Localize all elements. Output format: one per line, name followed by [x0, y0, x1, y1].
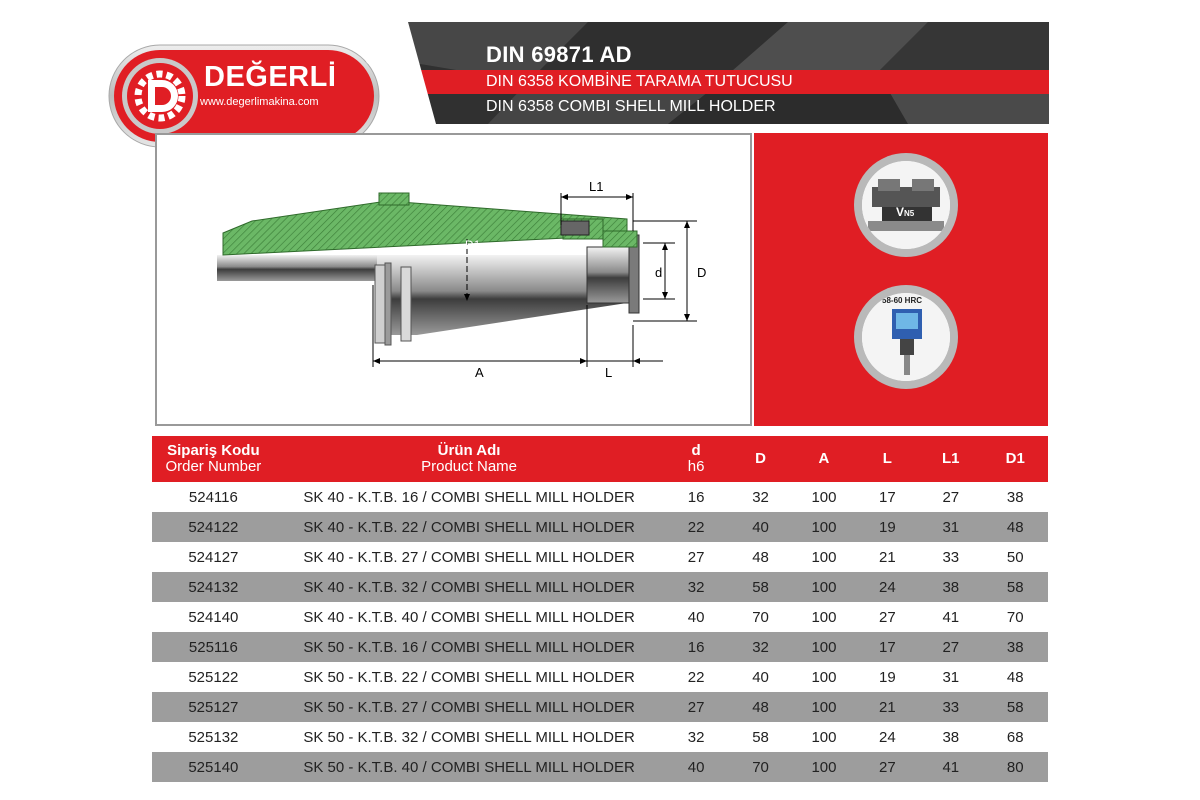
dimension-label-d: d	[655, 265, 663, 280]
table-cell: 524127	[152, 542, 275, 572]
table-cell: 524116	[152, 482, 275, 512]
column-header-main: D	[755, 450, 766, 467]
column-header-main: Sipariş Kodu	[167, 442, 260, 459]
table-cell: 100	[792, 512, 855, 542]
table-row	[152, 512, 1048, 542]
spec-table	[152, 436, 1048, 782]
table-cell: 50	[982, 542, 1048, 572]
table-cell: 70	[982, 602, 1048, 632]
dimension-label-D1: D1	[465, 238, 481, 252]
table-cell: 16	[663, 632, 728, 662]
table-cell: 100	[792, 572, 855, 602]
column-header	[663, 436, 728, 482]
table-cell: 17	[856, 632, 919, 662]
vise-label: VN5	[896, 205, 915, 219]
table-cell: 48	[729, 542, 792, 572]
column-header-main: d	[691, 442, 701, 459]
table-cell: 524140	[152, 602, 275, 632]
table-cell: 17	[856, 482, 919, 512]
table-cell: 70	[729, 752, 792, 782]
table-cell: SK 40 - K.T.B. 40 / COMBI SHELL MILL HOLDER	[275, 602, 664, 632]
column-header	[919, 436, 982, 482]
table-cell: 38	[982, 632, 1048, 662]
table-cell: 38	[919, 572, 982, 602]
column-header-main: A	[818, 450, 830, 467]
table-row	[152, 602, 1048, 632]
table-cell: 100	[792, 542, 855, 572]
table-cell: 524122	[152, 512, 275, 542]
table-cell: 48	[729, 692, 792, 722]
subtitle-turkish: DIN 6358 KOMBİNE TARAMA TUTUCUSU	[486, 73, 793, 90]
table-cell: SK 50 - K.T.B. 16 / COMBI SHELL MILL HOLDER	[275, 632, 664, 662]
table-cell: 27	[663, 542, 728, 572]
table-cell: SK 50 - K.T.B. 22 / COMBI SHELL MILL HOLDER	[275, 662, 664, 692]
table-cell: 33	[919, 542, 982, 572]
table-cell: 100	[792, 752, 855, 782]
table-header-row	[152, 436, 1048, 482]
table-cell: 525140	[152, 752, 275, 782]
hardness-tester-icon	[862, 293, 950, 381]
column-header	[152, 436, 275, 482]
table-cell: 31	[919, 662, 982, 692]
table-cell: 40	[663, 752, 728, 782]
registered-mark: ®	[366, 56, 373, 66]
vise-badge	[854, 153, 958, 257]
column-header-sub: h6	[687, 458, 705, 475]
brand-website: www.degerlimakina.com	[200, 96, 319, 108]
column-header-main: D1	[1005, 450, 1025, 467]
table-cell: SK 40 - K.T.B. 22 / COMBI SHELL MILL HOLDER	[275, 512, 664, 542]
table-cell: 80	[982, 752, 1048, 782]
table-cell: SK 50 - K.T.B. 32 / COMBI SHELL MILL HOLDER	[275, 722, 664, 752]
table-cell: 58	[982, 692, 1048, 722]
table-cell: 68	[982, 722, 1048, 752]
table-cell: 27	[856, 602, 919, 632]
brand-name: DEĞERLİ	[204, 61, 337, 93]
hardness-badge	[854, 285, 958, 389]
table-cell: 41	[919, 752, 982, 782]
column-header-sub: Product Name	[421, 458, 517, 475]
dimension-label-D: D	[697, 265, 707, 280]
holder-drawing	[157, 135, 750, 424]
table-cell: 40	[663, 602, 728, 632]
table-cell: 21	[856, 542, 919, 572]
column-header-sub: Order Number	[165, 458, 262, 475]
table-cell: 58	[729, 722, 792, 752]
table-row	[152, 632, 1048, 662]
column-header	[792, 436, 855, 482]
table-cell: 40	[729, 512, 792, 542]
table-cell: 48	[982, 662, 1048, 692]
table-cell: 32	[729, 632, 792, 662]
table-cell: 19	[856, 512, 919, 542]
table-cell: SK 50 - K.T.B. 40 / COMBI SHELL MILL HOLDER	[275, 752, 664, 782]
table-cell: 22	[663, 662, 728, 692]
table-cell: 38	[982, 482, 1048, 512]
table-cell: 100	[792, 662, 855, 692]
table-cell: 525132	[152, 722, 275, 752]
vise-sub-label: N5	[904, 209, 915, 218]
table-cell: 40	[729, 662, 792, 692]
table-cell: 27	[663, 692, 728, 722]
table-cell: 100	[792, 482, 855, 512]
table-row	[152, 572, 1048, 602]
table-cell: 100	[792, 722, 855, 752]
table-cell: 19	[856, 662, 919, 692]
table-cell: 24	[856, 572, 919, 602]
table-cell: 525116	[152, 632, 275, 662]
table-cell: 32	[663, 572, 728, 602]
header-angle-cut	[396, 22, 436, 124]
table-row	[152, 752, 1048, 782]
hardness-label: 58-60 HRC	[882, 296, 923, 305]
table-cell: 32	[663, 722, 728, 752]
table-cell: 100	[792, 602, 855, 632]
table-cell: 33	[919, 692, 982, 722]
table-cell: SK 40 - K.T.B. 32 / COMBI SHELL MILL HOLDER	[275, 572, 664, 602]
table-cell: SK 40 - K.T.B. 16 / COMBI SHELL MILL HOLDER	[275, 482, 664, 512]
column-header	[729, 436, 792, 482]
table-cell: 525122	[152, 662, 275, 692]
table-cell: 31	[919, 512, 982, 542]
table-cell: SK 40 - K.T.B. 27 / COMBI SHELL MILL HOLDER	[275, 542, 664, 572]
table-cell: 27	[919, 632, 982, 662]
table-cell: 38	[919, 722, 982, 752]
features-panel	[754, 133, 1048, 426]
table-row	[152, 542, 1048, 572]
table-cell: 525127	[152, 692, 275, 722]
table-row	[152, 692, 1048, 722]
column-header-main: Ürün Adı	[437, 442, 501, 459]
subtitle-english: DIN 6358 COMBI SHELL MILL HOLDER	[486, 98, 776, 115]
column-header	[982, 436, 1048, 482]
dimension-label-L1: L1	[589, 179, 604, 194]
column-header	[856, 436, 919, 482]
column-header-main: L	[882, 450, 892, 467]
dimension-label-A: A	[475, 365, 484, 380]
table-cell: 100	[792, 632, 855, 662]
column-header	[275, 436, 664, 482]
table-cell: 21	[856, 692, 919, 722]
table-cell: 22	[663, 512, 728, 542]
table-cell: 27	[856, 752, 919, 782]
table-cell: SK 50 - K.T.B. 27 / COMBI SHELL MILL HOLDER	[275, 692, 664, 722]
table-cell: 24	[856, 722, 919, 752]
table-row	[152, 482, 1048, 512]
page-title: DIN 69871 AD	[486, 42, 632, 67]
table-cell: 58	[729, 572, 792, 602]
table-cell: 41	[919, 602, 982, 632]
table-row	[152, 662, 1048, 692]
table-cell: 524132	[152, 572, 275, 602]
table-cell: 58	[982, 572, 1048, 602]
table-cell: 32	[729, 482, 792, 512]
table-cell: 48	[982, 512, 1048, 542]
table-cell: 70	[729, 602, 792, 632]
dimension-label-L: L	[605, 365, 613, 380]
table-cell: 16	[663, 482, 728, 512]
table-cell: 27	[919, 482, 982, 512]
column-header-main: L1	[942, 450, 960, 467]
table-cell: 100	[792, 692, 855, 722]
table-row	[152, 722, 1048, 752]
technical-drawing-panel	[155, 133, 752, 426]
